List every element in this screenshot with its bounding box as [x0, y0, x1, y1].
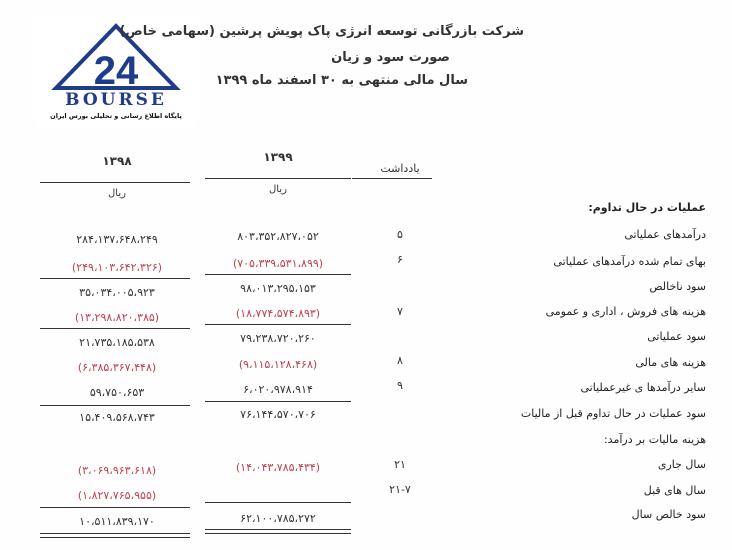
- row-label-current-year-tax: سال جاری: [657, 458, 706, 471]
- statement-title: صورت سود و زیان: [331, 50, 450, 65]
- row-note: ۹: [397, 379, 403, 392]
- row-note: ۲۱-۷: [389, 483, 411, 496]
- row-label-profit-before-tax: سود عملیات در حال تداوم قبل از مالیات: [520, 407, 706, 420]
- subtotal-rule-1399: [205, 502, 351, 503]
- column-header-note: یادداشت: [380, 162, 420, 175]
- row-label-selling-admin-expenses: هزینه های فروش ، اداری و عمومی: [545, 305, 706, 318]
- row-label-other-non-operating-income: سایر درآمدها ی غیرعملیاتی: [580, 381, 706, 394]
- row-note: ۲۱: [394, 458, 406, 471]
- row-value-1399: (۹،۱۱۵،۱۲۸،۴۶۸): [238, 358, 318, 371]
- row-value-1398: (۶،۳۸۵،۳۶۷،۴۴۸): [77, 361, 157, 374]
- row-note: ۸: [397, 354, 403, 367]
- subtotal-rule-1398: [40, 507, 190, 508]
- row-value-1399: ۹۸،۰۱۳،۲۹۵،۱۵۳: [240, 282, 316, 295]
- unit-1398: ریال: [108, 188, 126, 199]
- row-value-1398: ۱۵،۴۰۹،۵۶۸،۷۴۳: [79, 411, 155, 424]
- note-header-rule: [352, 178, 432, 179]
- logo-word: BOURSE: [65, 90, 167, 110]
- row-label-cost-of-revenue: بهای تمام شده درآمدهای عملیاتی: [553, 255, 706, 268]
- logo-tagline: پایگاه اطلاع رسانی و تحلیلی بورس ایران: [50, 112, 182, 120]
- row-note: ۵: [397, 228, 403, 241]
- row-label-net-profit: سود خالص سال: [631, 508, 706, 521]
- row-value-1398: ۲۱،۷۳۵،۱۸۵،۵۳۸: [79, 336, 155, 349]
- row-value-1399: ۶،۰۲۰،۹۷۸،۹۱۴: [243, 383, 313, 396]
- row-value-1399: ۶۲،۱۰۰،۷۸۵،۲۷۲: [240, 512, 316, 525]
- row-value-1399: (۱۸،۷۷۴،۵۷۴،۸۹۳): [235, 307, 321, 320]
- subtotal-rule-1398: [40, 328, 190, 329]
- subtotal-rule-1398: [40, 405, 190, 406]
- column-header-1398: ۱۳۹۸: [102, 154, 132, 168]
- row-value-1399: ۷۶،۱۴۴،۵۷۰،۷۰۶: [240, 408, 316, 421]
- row-value-1398: (۱۳،۲۹۸،۸۲۰،۳۸۵): [74, 311, 160, 324]
- row-note: ۷: [397, 305, 403, 318]
- row-value-1398: (۲۴۹،۱۰۳،۶۴۲،۳۲۶): [71, 261, 163, 274]
- row-value-1399: (۷۰۵،۳۳۹،۵۳۱،۸۹۹): [232, 257, 324, 270]
- unit-1399: ریال: [269, 184, 287, 195]
- fiscal-period: سال مالی منتهی به ۳۰ اسفند ماه ۱۳۹۹: [215, 73, 468, 88]
- row-label-gross-profit: سود ناخالص: [649, 280, 706, 293]
- row-note: ۶: [397, 253, 403, 266]
- subtotal-rule-1399: [205, 401, 351, 402]
- company-name: شرکت بازرگانی توسعه انرژی پاک پویش پرشین (سهامی خاص): [119, 24, 524, 39]
- row-value-1398: ۵۹،۷۵۰،۶۵۳: [89, 386, 145, 399]
- row-label-finance-costs: هزینه های مالی: [635, 356, 706, 369]
- subtotal-rule-1399: [205, 274, 351, 275]
- row-value-1399: (۱۴،۰۴۳،۷۸۵،۴۳۴): [235, 461, 321, 474]
- row-value-1398: ۱۰،۵۱۱،۸۳۹،۱۷۰: [79, 515, 155, 528]
- row-label-section-continuing-ops: عملیات در حال تداوم:: [588, 201, 706, 214]
- total-double-rule-1398: [40, 533, 190, 538]
- row-label-operating-revenue: درآمدهای عملیاتی: [624, 228, 706, 241]
- row-label-operating-profit: سود عملیاتی: [647, 330, 706, 343]
- column-header-1399: ۱۳۹۹: [263, 150, 293, 164]
- row-value-1398: (۳،۰۶۹،۹۶۳،۶۱۸): [77, 464, 157, 477]
- row-value-1398: (۱،۸۲۷،۷۶۵،۹۵۵): [77, 489, 157, 502]
- row-value-1399: ۷۹،۲۳۸،۷۲۰،۲۶۰: [240, 332, 316, 345]
- subtotal-rule-1398: [40, 278, 190, 279]
- header-rule-1399: [205, 178, 351, 179]
- subtotal-rule-1399: [205, 324, 351, 325]
- row-label-prior-years-tax: سال های قبل: [643, 484, 706, 497]
- row-value-1398: ۳۵،۰۳۴،۰۰۵،۹۲۳: [79, 286, 155, 299]
- total-double-rule-1399: [205, 529, 351, 534]
- logo-mark: 24: [93, 49, 139, 93]
- header-rule-1398: [40, 182, 190, 183]
- row-value-1399: ۸۰۳،۳۵۲،۸۲۷،۰۵۲: [237, 230, 319, 243]
- row-value-1398: ۲۸۴،۱۳۷،۶۴۸،۲۴۹: [76, 233, 158, 246]
- row-label-income-tax-expense: هزینه مالیات بر درآمد:: [603, 433, 706, 446]
